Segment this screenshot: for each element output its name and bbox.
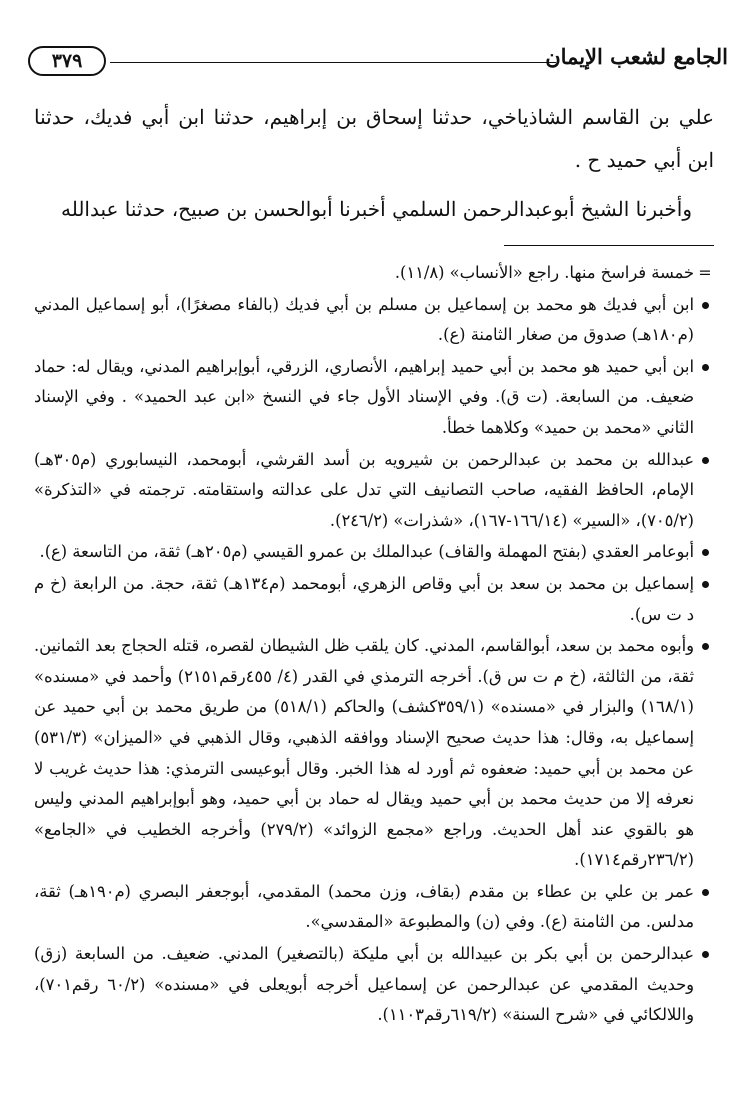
footnote-text: عبدالله بن محمد بن عبدالرحمن بن شيرويه بن أسد القرشي، أبومحمد، النيسابوري (م٣٠٥هـ) الإمام، الحافظ الفقيه، صاحب التصانيف التي تدل على عدالته واستقامته. ترجمته في «التذكرة» (٧٠٥/٢)، «السير» (١٦٦/١٤-١٦٧)، «شذرات» (٢٤٦/٢). bbox=[34, 449, 694, 530]
footnote-text: عمر بن علي بن عطاء بن مقدم (بقاف، وزن محمد) المقدمي، أبوجعفر البصري (م١٩٠هـ) ثقة، مدلس. من الثامنة (ع). وفي (ن) والمطبوعة «المقدسي». bbox=[34, 881, 694, 932]
footnote-text: أبوعامر العقدي (بفتح المهملة والقاف) عبدالملك بن عمرو القيسي (م٢٠٥هـ) ثقة، من التاسعة (ع). bbox=[39, 542, 694, 562]
continuation-mark: = bbox=[698, 263, 712, 282]
main-paragraph-2: وأخبرنا الشيخ أبوعبدالرحمن السلمي أخبرنا أبوالحسن بن صبيح، حدثنا عبدالله bbox=[60, 197, 692, 221]
header-rule bbox=[110, 62, 556, 63]
main-paragraph-1: علي بن القاسم الشاذياخي، حدثنا إسحاق بن إبراهيم، حدثنا ابن أبي فديك، حدثنا ابن أبي حميد ح . bbox=[34, 105, 714, 172]
footnote-item bbox=[34, 537, 714, 568]
page-number: ٣٧٩ bbox=[28, 46, 106, 76]
bullet-icon bbox=[696, 569, 714, 600]
footnote-text: ابن أبي حميد هو محمد بن أبي حميد إبراهيم، الأنصاري، الزرقي، أبوإبراهيم المدني، ويقال له: حماد ضعيف. من السابعة. (ت ق). وفي الإسناد الأول جاء في النسخ «ابن عبد الحميد» . وفي الإسناد الثاني «محمد بن حميد» وكلاهما خطأ. bbox=[34, 356, 694, 437]
footnote-item bbox=[34, 569, 714, 630]
bullet-icon bbox=[696, 290, 714, 321]
footnote-item bbox=[34, 631, 714, 876]
footnote-continuation bbox=[34, 258, 714, 289]
bullet-icon bbox=[696, 445, 714, 476]
book-title: الجامع لشعب الإيمان bbox=[545, 44, 728, 69]
bullet-icon bbox=[696, 537, 714, 568]
footnote-text: خمسة فراسخ منها. راجع «الأنساب» (١١/٨). bbox=[394, 263, 694, 282]
footnote-text: عبدالرحمن بن أبي بكر بن عبيدالله بن أبي مليكة (بالتصغير) المدني. ضعيف. من السابعة (زق) وحديث المقدمي عن عبدالرحمن عن إسماعيل أخرجه أبويعلى في «مسنده» (٦٠/٢ رقم٧٠١)، واللالكائي في «شرح السنة» (٦١٩/٢رقم١١٠٣). bbox=[34, 944, 695, 1025]
footnote-item bbox=[34, 939, 714, 1031]
footnote-text: ابن أبي فديك هو محمد بن إسماعيل بن مسلم بن أبي فديك (بالفاء مصغرًا)، أبو إسماعيل المدني (م١٨٠هـ) صدوق من صغار الثامنة (ع). bbox=[34, 294, 694, 345]
footnote-item bbox=[34, 290, 714, 351]
footnote-item bbox=[34, 877, 714, 938]
footnote-item bbox=[34, 445, 714, 537]
footnote-item bbox=[34, 352, 714, 444]
bullet-icon bbox=[696, 631, 714, 662]
footnotes bbox=[34, 258, 714, 1032]
footnote-text: وأبوه محمد بن سعد، أبوالقاسم، المدني. كان يلقب ظل الشيطان لقصره، قتله الحجاج بعد الثمانين. ثقة، من الثالثة، (خ م ت س ق). أخرجه الترمذي في القدر (٤/ ٤٥٥رقم٢١٥١) وأحمد في «مسنده» (١٦٨/١) والبزار في «مسنده» (٣٥٩/١كشف) والحاكم (٥١٨/١) من طريق محمد بن أبي حميد عن إسماعيل به، وقال: هذا حديث صحيح الإسناد ووافقه الذهبي، وقال الذهبي في «الميزان» (٥٣١/٣) عن محمد بن أبي حميد: ضعفوه ثم أورد له هذا الخبر. وقال أبوعيسى الترمذي: هذا حديث غريب لا نعرفه إلا من حديث محمد بن أبي حميد ويقال له حماد بن أبي حميد، وهو أبوإبراهيم المدني وليس هو بالقوي عند أهل الحديث. وراجع «مجمع الزوائد» (٢٧٩/٢) وأخرجه الخطيب في «الجامع» (٢٣٦/٢رقم١٧١٤). bbox=[34, 636, 695, 870]
bullet-icon bbox=[696, 877, 714, 908]
footnote-separator bbox=[504, 245, 714, 246]
bullet-icon bbox=[696, 352, 714, 383]
bullet-icon bbox=[696, 939, 714, 970]
footnote-text: إسماعيل بن محمد بن سعد بن أبي وقاص الزهري، أبومحمد (م١٣٤هـ) ثقة، حجة. من الرابعة (خ م د ت س). bbox=[34, 573, 694, 624]
main-text bbox=[34, 96, 714, 237]
running-header bbox=[28, 40, 728, 80]
